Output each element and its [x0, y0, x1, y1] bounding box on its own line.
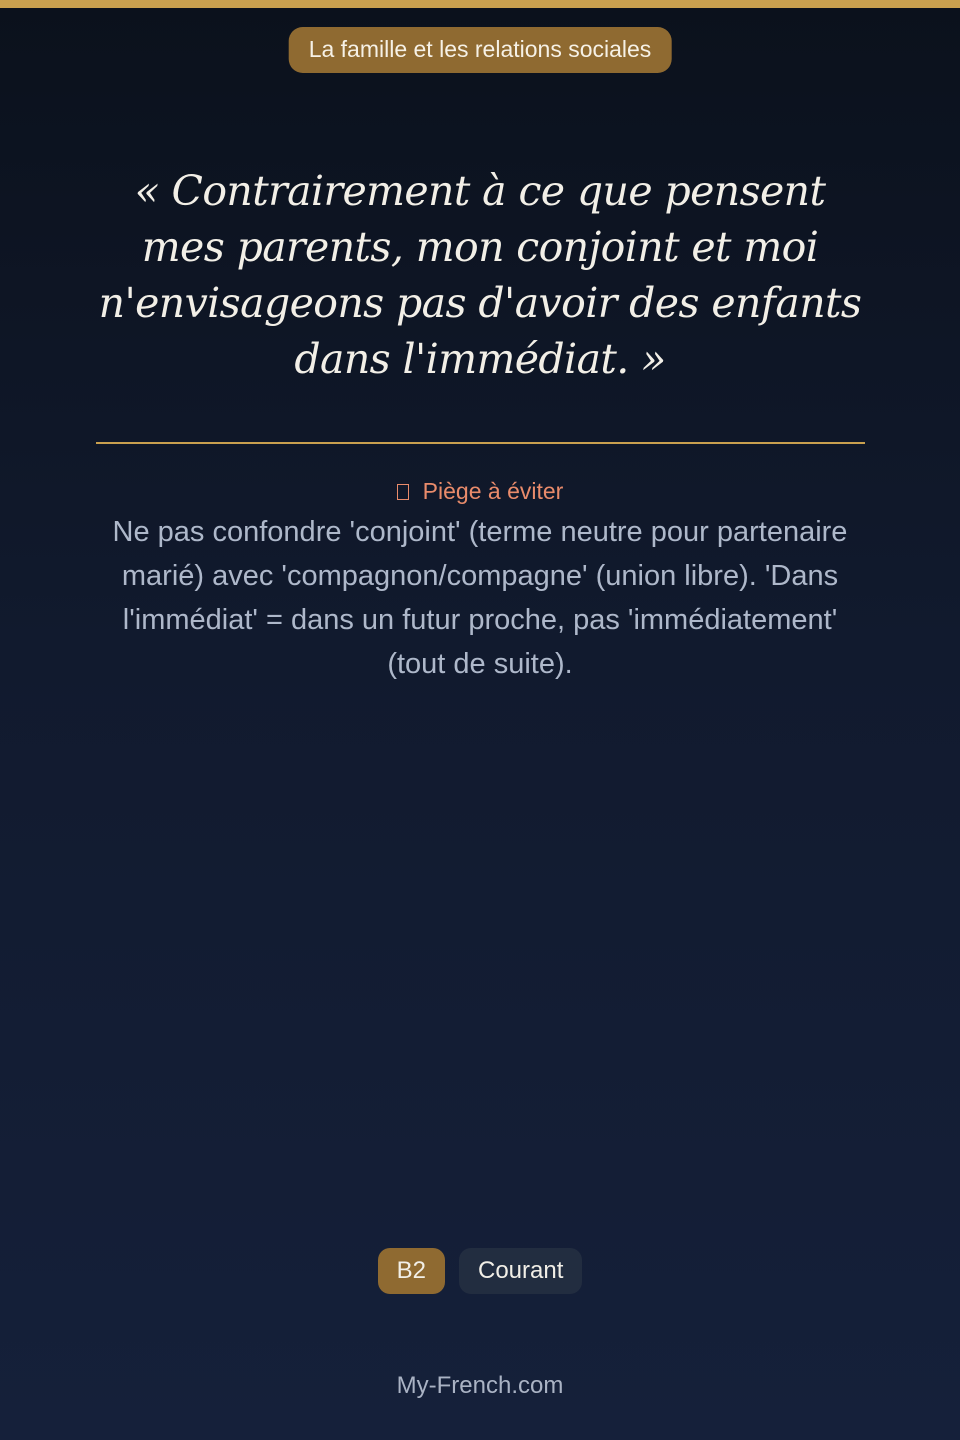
pitfall-title: Piège à éviter [422, 478, 564, 504]
example-quote: « Contrairement à ce que pensent mes parents, mon conjoint et moi n'envisageons pas d'avoir des enfants dans l'immédiat. » [98, 167, 862, 383]
pitfall-heading [0, 476, 960, 506]
site-footer: My-French.com [396, 1372, 564, 1399]
warning-icon [397, 484, 409, 500]
top-accent-bar [0, 0, 960, 8]
level-badge: B2 [378, 1248, 445, 1294]
pitfall-explanation: Ne pas confondre 'conjoint' (terme neutre pour partenaire marié) avec 'compagnon/compagne' (union libre). 'Dans l'immédiat' = dans un futur proche, pas 'immédiatement' (tout de suite). [112, 516, 848, 680]
register-badge: Courant [459, 1248, 582, 1294]
tag-row [0, 1248, 960, 1294]
topic-badge: La famille et les relations sociales [289, 27, 672, 73]
divider [96, 442, 865, 444]
